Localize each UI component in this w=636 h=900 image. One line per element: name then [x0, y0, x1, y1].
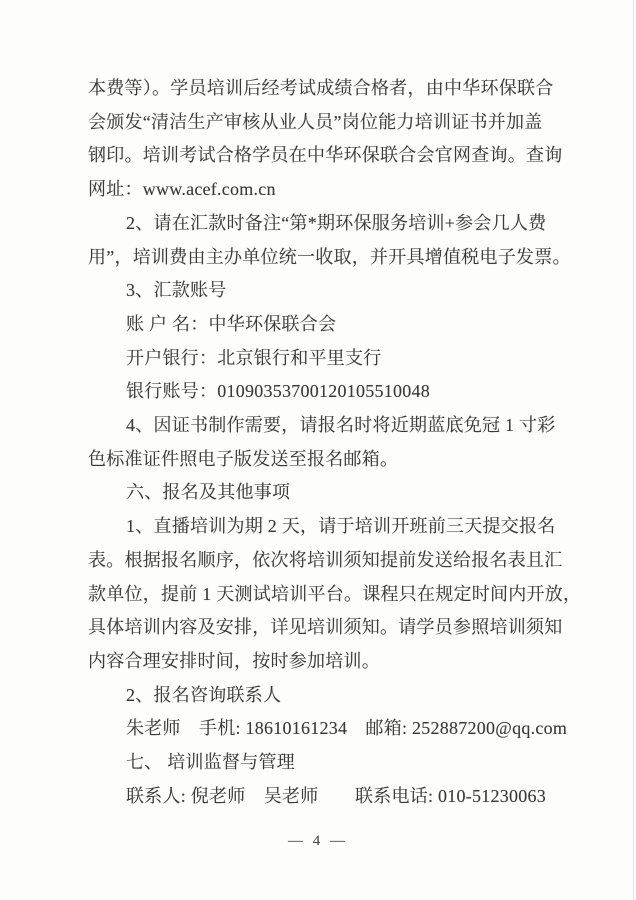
- page-footer: [0, 832, 636, 850]
- doc-line: 具体培训内容及安排，详见培训须知。请学员参照培训须知: [88, 617, 563, 638]
- doc-line-remit-note: 2、请在汇款时备注“第*期环保服务培训+参会几人费: [126, 212, 547, 233]
- doc-line-contact-info: 朱老师 手机: 18610161234 邮箱: 252887200@qq.com: [126, 718, 568, 739]
- scan-edge: [633, 0, 634, 900]
- doc-line: 款单位，提前 1 天测试培训平台。课程只在规定时间内开放，: [88, 583, 582, 604]
- doc-line-website-url: 网址：www.acef.com.cn: [88, 179, 276, 200]
- doc-line-account-number: 银行账号：01090353700120105510048: [126, 381, 430, 402]
- doc-line-photo-requirement: 4、因证书制作需要，请报名时将近期蓝底免冠 1 寸彩: [126, 415, 556, 436]
- doc-line: 内容合理安排时间，按时参加培训。: [88, 650, 380, 671]
- doc-line: 用”，培训费由主办单位统一收取，并开具增值税电子发票。: [88, 246, 571, 267]
- doc-line-remit-account-head: 3、汇款账号: [126, 280, 227, 301]
- section-heading-6: 六、报名及其他事项: [126, 482, 291, 503]
- doc-line: 本费等）。学员培训后经考试成绩合格者，由中华环保联合: [88, 78, 554, 98]
- doc-line-account-name: 账 户 名：中华环保联合会: [126, 313, 337, 334]
- doc-line: 色标准证件照电子版发送至报名邮箱。: [88, 448, 399, 469]
- doc-line-supervision-contact: 联系人: 倪老师 吴老师 联系电话: 010-51230063: [126, 785, 546, 806]
- doc-line-training-duration: 1、直播培训为期 2 天，请于培训开班前三天提交报名: [126, 516, 556, 537]
- section-heading-7: 七、 培训监督与管理: [126, 752, 295, 773]
- doc-line: 会颁发“清洁生产审核从业人员”岗位能力培训证书并加盖: [88, 111, 543, 132]
- doc-line-contact-heading: 2、报名咨询联系人: [126, 684, 282, 705]
- doc-line: 钢印。培训考试合格学员在中华环保联合会官网查询。查询: [88, 145, 563, 166]
- doc-line: 表。根据报名顺序，依次将培训须知提前发送给报名表且汇: [88, 549, 563, 570]
- page-number: — 4 —: [288, 833, 348, 849]
- document-body: [88, 72, 582, 813]
- doc-line-bank-name: 开户银行：北京银行和平里支行: [126, 347, 382, 368]
